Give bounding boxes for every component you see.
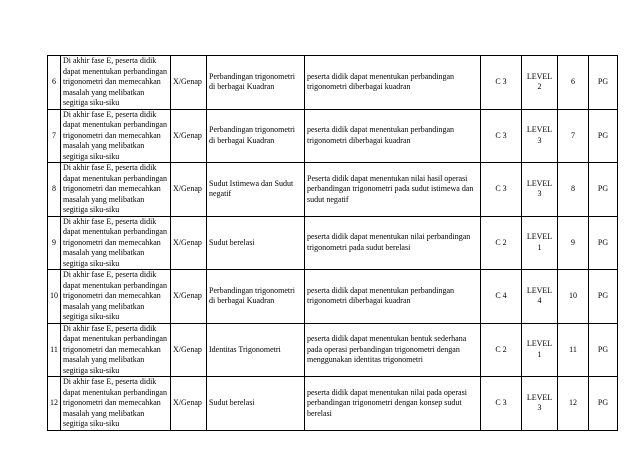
bentuk-soal-cell: PG xyxy=(589,56,618,110)
table-row xyxy=(48,109,618,163)
materi-cell: Sudut Istimewa dan Sudut negatif xyxy=(207,163,305,217)
capaian-pembelajaran-cell: Di akhir fase E, peserta didik dapat menentukan perbandingan trigonometri dan memecahkan masalah yang melibatkan segitiga siku-siku xyxy=(61,109,171,163)
capaian-pembelajaran-cell: Di akhir fase E, peserta didik dapat menentukan perbandingan trigonometri dan memecahkan masalah yang melibatkan segitiga siku-siku xyxy=(61,323,171,377)
level-cell: LEVEL 1 xyxy=(522,323,558,377)
table-row xyxy=(48,163,618,217)
kisi-kisi-table xyxy=(47,55,618,431)
row-number: 8 xyxy=(48,163,61,217)
indikator-soal-cell: peserta didik dapat menentukan bentuk sederhana pada operasi perbandingan trigonometri dengan menggunakan identitas trigonometri xyxy=(305,323,481,377)
level-cell: LEVEL 1 xyxy=(522,216,558,270)
row-number: 12 xyxy=(48,377,61,431)
level-cell: LEVEL 3 xyxy=(522,377,558,431)
level-cell: LEVEL 3 xyxy=(522,163,558,217)
capaian-pembelajaran-cell: Di akhir fase E, peserta didik dapat menentukan perbandingan trigonometri dan memecahkan masalah yang melibatkan segitiga siku-siku xyxy=(61,163,171,217)
row-number: 6 xyxy=(48,56,61,110)
nomor-soal-cell: 9 xyxy=(558,216,589,270)
bentuk-soal-cell: PG xyxy=(589,323,618,377)
level-kognitif-cell: C 2 xyxy=(481,323,522,377)
capaian-pembelajaran-cell: Di akhir fase E, peserta didik dapat menentukan perbandingan trigonometri dan memecahkan masalah yang melibatkan segitiga siku-siku xyxy=(61,56,171,110)
materi-cell: Sudut berelasi xyxy=(207,377,305,431)
kelas-semester-cell: X/Genap xyxy=(171,216,207,270)
indikator-soal-cell: Peserta didik dapat menentukan nilai hasil operasi perbandingan trigonometri pada sudut istimewa dan sudut negatif xyxy=(305,163,481,217)
kelas-semester-cell: X/Genap xyxy=(171,323,207,377)
indikator-soal-cell: peserta didik dapat menentukan nilai pada operasi perbandingan trigonometri dengan konsep sudut berelasi xyxy=(305,377,481,431)
capaian-pembelajaran-cell: Di akhir fase E, peserta didik dapat menentukan perbandingan trigonometri dan memecahkan masalah yang melibatkan segitiga siku-siku xyxy=(61,270,171,324)
table-row xyxy=(48,56,618,110)
capaian-pembelajaran-cell: Di akhir fase E, peserta didik dapat menentukan perbandingan trigonometri dan memecahkan masalah yang melibatkan segitiga siku-siku xyxy=(61,377,171,431)
row-number: 7 xyxy=(48,109,61,163)
row-number: 9 xyxy=(48,216,61,270)
nomor-soal-cell: 11 xyxy=(558,323,589,377)
indikator-soal-cell: peserta didik dapat menentukan perbandingan trigonometri diberbagai kuadran xyxy=(305,109,481,163)
materi-cell: Perbandingan trigonometri di berbagai Kuadran xyxy=(207,56,305,110)
level-kognitif-cell: C 3 xyxy=(481,377,522,431)
table-row xyxy=(48,216,618,270)
nomor-soal-cell: 7 xyxy=(558,109,589,163)
level-cell: LEVEL 4 xyxy=(522,270,558,324)
level-kognitif-cell: C 3 xyxy=(481,56,522,110)
bentuk-soal-cell: PG xyxy=(589,377,618,431)
nomor-soal-cell: 6 xyxy=(558,56,589,110)
nomor-soal-cell: 12 xyxy=(558,377,589,431)
level-kognitif-cell: C 2 xyxy=(481,216,522,270)
capaian-pembelajaran-cell: Di akhir fase E, peserta didik dapat menentukan perbandingan trigonometri dan memecahkan masalah yang melibatkan segitiga siku-siku xyxy=(61,216,171,270)
materi-cell: Perbandingan trigonometri di berbagai Kuadran xyxy=(207,270,305,324)
bentuk-soal-cell: PG xyxy=(589,270,618,324)
table-body xyxy=(48,56,618,431)
level-kognitif-cell: C 4 xyxy=(481,270,522,324)
kelas-semester-cell: X/Genap xyxy=(171,270,207,324)
nomor-soal-cell: 8 xyxy=(558,163,589,217)
bentuk-soal-cell: PG xyxy=(589,163,618,217)
indikator-soal-cell: peserta didik dapat menentukan perbandingan trigonometri diberbagai kuadran xyxy=(305,270,481,324)
nomor-soal-cell: 10 xyxy=(558,270,589,324)
table-row xyxy=(48,377,618,431)
materi-cell: Perbandingan trigonometri di berbagai Kuadran xyxy=(207,109,305,163)
kelas-semester-cell: X/Genap xyxy=(171,163,207,217)
level-cell: LEVEL 3 xyxy=(522,109,558,163)
table-row xyxy=(48,323,618,377)
kelas-semester-cell: X/Genap xyxy=(171,109,207,163)
table-row xyxy=(48,270,618,324)
level-kognitif-cell: C 3 xyxy=(481,109,522,163)
level-cell: LEVEL 2 xyxy=(522,56,558,110)
indikator-soal-cell: peserta didik dapat menentukan nilai perbandingan trigonometri pada sudut berelasi xyxy=(305,216,481,270)
bentuk-soal-cell: PG xyxy=(589,216,618,270)
indikator-soal-cell: peserta didik dapat menentukan perbandingan trigonometri diberbagai kuadran xyxy=(305,56,481,110)
kelas-semester-cell: X/Genap xyxy=(171,56,207,110)
row-number: 11 xyxy=(48,323,61,377)
bentuk-soal-cell: PG xyxy=(589,109,618,163)
row-number: 10 xyxy=(48,270,61,324)
materi-cell: Sudut berelasi xyxy=(207,216,305,270)
level-kognitif-cell: C 3 xyxy=(481,163,522,217)
materi-cell: Identitas Trigonometri xyxy=(207,323,305,377)
kelas-semester-cell: X/Genap xyxy=(171,377,207,431)
